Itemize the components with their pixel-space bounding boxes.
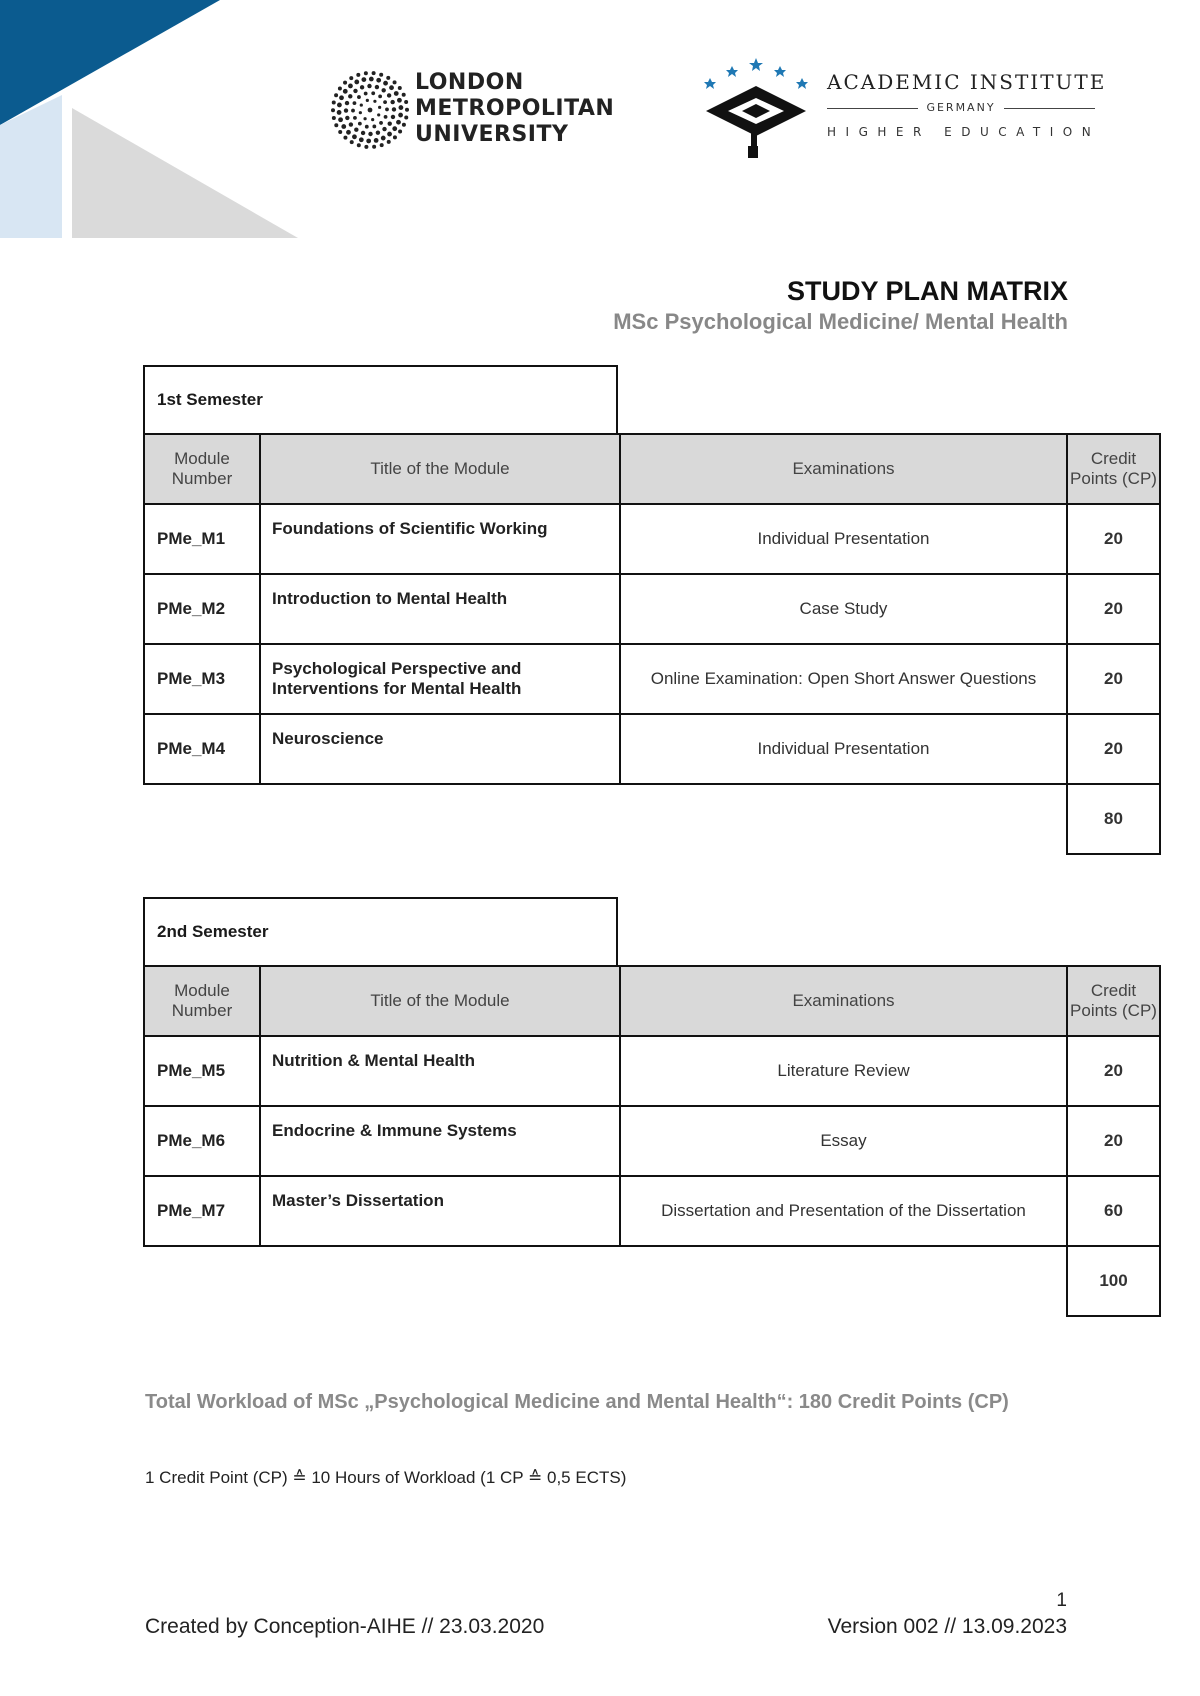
module-cp: 20 <box>1067 714 1160 784</box>
academic-institute-logo <box>694 56 1114 166</box>
total-row <box>144 1246 1160 1316</box>
module-exam: Case Study <box>620 574 1067 644</box>
module-exam: Dissertation and Presentation of the Dissertation <box>620 1176 1067 1246</box>
aihe-country: GERMANY <box>827 101 1095 114</box>
col-module-number: Module Number <box>144 434 260 504</box>
table-header-row <box>144 434 1160 504</box>
col-title: Title of the Module <box>260 434 620 504</box>
table-row <box>144 1176 1160 1246</box>
table-row <box>144 1106 1160 1176</box>
semester-label: 1st Semester <box>143 365 618 433</box>
col-title: Title of the Module <box>260 966 620 1036</box>
aihe-tagline: HIGHER EDUCATION <box>827 125 1101 139</box>
col-cp: Credit Points (CP) <box>1067 966 1160 1036</box>
page-number: 1 <box>1056 1590 1067 1611</box>
module-cp: 60 <box>1067 1176 1160 1246</box>
module-cp: 20 <box>1067 644 1160 714</box>
semester-1-section <box>143 365 1161 855</box>
table-row <box>144 1036 1160 1106</box>
module-cp: 20 <box>1067 574 1160 644</box>
col-cp: Credit Points (CP) <box>1067 434 1160 504</box>
col-exams: Examinations <box>620 434 1067 504</box>
dotted-circle-icon <box>330 68 410 152</box>
module-exam: Individual Presentation <box>620 714 1067 784</box>
semester-2-table <box>143 965 1161 1317</box>
module-cp: 20 <box>1067 1106 1160 1176</box>
module-number: PMe_M2 <box>144 574 260 644</box>
page-title: STUDY PLAN MATRIX <box>786 276 1068 306</box>
semester-total: 100 <box>1067 1246 1160 1316</box>
module-cp: 20 <box>1067 504 1160 574</box>
module-number: PMe_M3 <box>144 644 260 714</box>
module-title: Master’s Dissertation <box>260 1176 620 1246</box>
corner-decoration <box>0 0 300 240</box>
graduation-cap-icon <box>694 56 819 166</box>
module-title: Psychological Perspective and Interventions for Mental Health <box>260 644 620 714</box>
table-row <box>144 644 1160 714</box>
lmu-line-1: LONDON <box>415 70 524 95</box>
lmu-line-3: UNIVERSITY <box>415 122 569 147</box>
table-row <box>144 714 1160 784</box>
module-number: PMe_M7 <box>144 1176 260 1246</box>
semester-label: 2nd Semester <box>143 897 618 965</box>
module-number: PMe_M1 <box>144 504 260 574</box>
col-module-number: Module Number <box>144 966 260 1036</box>
table-header-row <box>144 966 1160 1036</box>
semester-1-table <box>143 433 1161 855</box>
lmu-line-2: METROPOLITAN <box>415 96 615 121</box>
module-title: Foundations of Scientific Working <box>260 504 620 574</box>
module-number: PMe_M4 <box>144 714 260 784</box>
credit-note: 1 Credit Point (CP) ≙ 10 Hours of Workload (1 CP ≙ 0,5 ECTS) <box>145 1468 627 1487</box>
module-title: Introduction to Mental Health <box>260 574 620 644</box>
semester-2-section <box>143 897 1161 1317</box>
table-row <box>144 574 1160 644</box>
module-number: PMe_M6 <box>144 1106 260 1176</box>
module-cp: 20 <box>1067 1036 1160 1106</box>
col-exams: Examinations <box>620 966 1067 1036</box>
page-subtitle: MSc Psychological Medicine/ Mental Health <box>613 309 1068 334</box>
total-row <box>144 784 1160 854</box>
module-title: Neuroscience <box>260 714 620 784</box>
total-workload: Total Workload of MSc „Psychological Medicine and Mental Health“: 180 Credit Points (CP) <box>145 1391 1009 1413</box>
london-metropolitan-logo <box>330 68 650 152</box>
module-exam: Individual Presentation <box>620 504 1067 574</box>
footer-version: Version 002 // 13.09.2023 <box>827 1615 1067 1638</box>
footer-created: Created by Conception-AIHE // 23.03.2020 <box>145 1615 545 1638</box>
module-title: Nutrition & Mental Health <box>260 1036 620 1106</box>
semester-total: 80 <box>1067 784 1160 854</box>
table-row <box>144 504 1160 574</box>
module-exam: Literature Review <box>620 1036 1067 1106</box>
module-exam: Online Examination: Open Short Answer Questions <box>620 644 1067 714</box>
module-title: Endocrine & Immune Systems <box>260 1106 620 1176</box>
module-exam: Essay <box>620 1106 1067 1176</box>
aihe-title: ACADEMIC INSTITUTE <box>827 70 1107 94</box>
module-number: PMe_M5 <box>144 1036 260 1106</box>
